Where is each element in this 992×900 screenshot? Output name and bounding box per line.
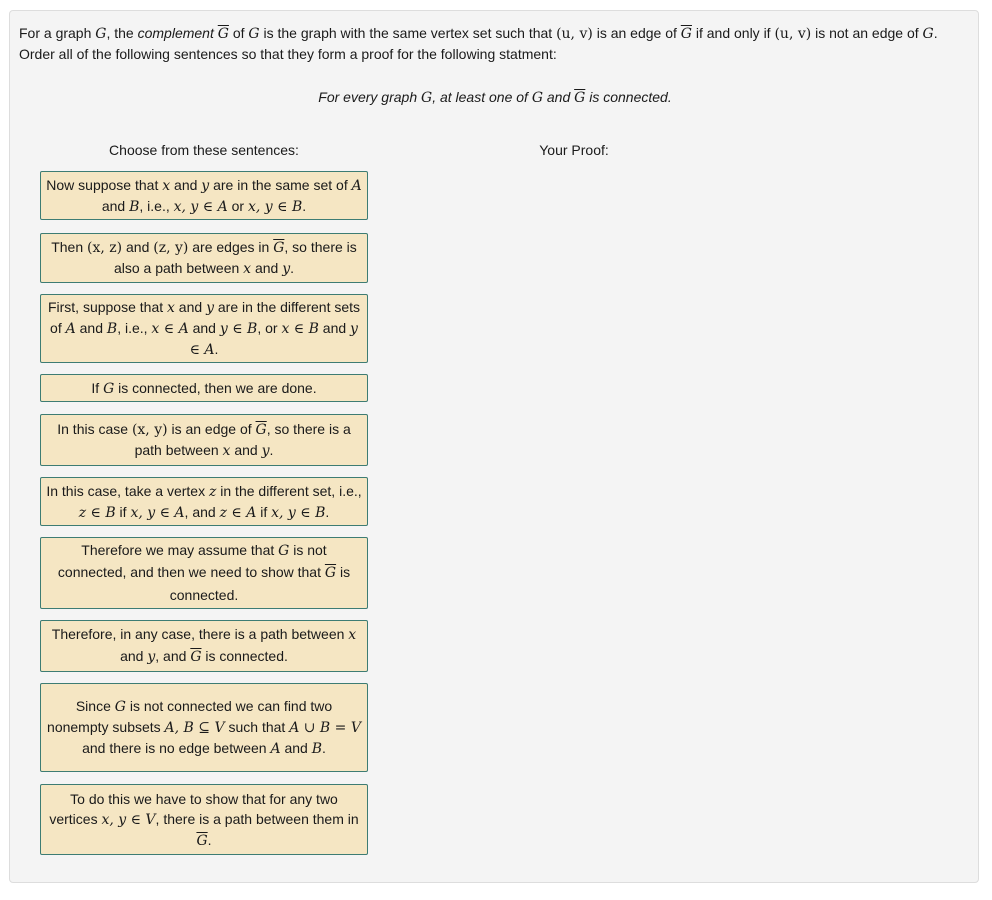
sentence-card-assume-not-connected[interactable] bbox=[40, 537, 368, 609]
math-a: A bbox=[270, 741, 281, 757]
math-z: z bbox=[208, 483, 217, 500]
card-text bbox=[46, 624, 362, 669]
card-frag: Since bbox=[75, 698, 115, 714]
math-y: y bbox=[206, 300, 214, 316]
card-frag: and bbox=[188, 320, 220, 336]
math-g: G bbox=[531, 90, 543, 106]
card-frag: , or bbox=[257, 320, 282, 336]
intro-text: is the graph with the same vertex set such that bbox=[259, 25, 557, 41]
math-g-bar: $\overline{G}$ bbox=[574, 90, 586, 106]
intro-text: , the bbox=[106, 25, 138, 41]
problem-intro bbox=[19, 23, 974, 64]
card-frag: and bbox=[122, 239, 154, 255]
sentence-card-g-connected-done[interactable] bbox=[40, 374, 368, 402]
math-y: y bbox=[201, 177, 210, 194]
card-frag: are edges in bbox=[188, 239, 274, 255]
problem-panel bbox=[9, 10, 979, 883]
math-y: y bbox=[261, 443, 270, 459]
math-expr: x, y ∈ B bbox=[247, 198, 303, 215]
card-frag: and bbox=[120, 648, 148, 664]
intro-text: For a graph bbox=[19, 25, 96, 41]
card-frag: , so there is a path between bbox=[134, 421, 351, 458]
card-frag: If bbox=[91, 379, 104, 396]
card-frag: Then bbox=[51, 239, 88, 255]
card-frag: such that bbox=[224, 719, 290, 735]
card-frag: is not connected we can find two nonempty subsets bbox=[47, 698, 333, 735]
card-text bbox=[46, 481, 362, 523]
card-frag: . bbox=[302, 197, 307, 214]
card-text bbox=[46, 540, 362, 607]
math-g: G bbox=[278, 542, 290, 559]
card-frag: are in the different sets of bbox=[50, 299, 361, 336]
card-text bbox=[46, 175, 362, 217]
math-expr: x, y ∈ A bbox=[173, 198, 228, 215]
card-frag: Now suppose that bbox=[46, 176, 163, 193]
card-frag: . bbox=[207, 831, 212, 848]
card-frag: . bbox=[290, 260, 295, 276]
card-frag: is not connected, and then we need to show that bbox=[57, 541, 327, 581]
math-g: G bbox=[103, 380, 115, 397]
math-expr: x ∈ A bbox=[151, 321, 189, 337]
math-expr: z ∈ B bbox=[78, 504, 116, 521]
sentence-card-same-set[interactable] bbox=[40, 171, 368, 220]
math-x: x bbox=[243, 261, 252, 277]
card-frag: , i.e., bbox=[117, 320, 152, 336]
complement-term: complement bbox=[137, 25, 214, 41]
math-b: B bbox=[311, 741, 323, 757]
statement-text: , at least one of bbox=[432, 89, 532, 105]
card-frag: In this case bbox=[57, 421, 132, 437]
card-frag: First, suppose that bbox=[47, 299, 168, 315]
math-g: G bbox=[248, 26, 260, 42]
card-frag: . bbox=[269, 442, 274, 458]
math-expr: (x, z) bbox=[87, 240, 123, 256]
statement-text: For every graph bbox=[318, 89, 421, 105]
math-g: G bbox=[114, 699, 126, 715]
math-g: G bbox=[421, 90, 433, 106]
sentence-card-different-sets[interactable] bbox=[40, 294, 368, 363]
card-frag: and bbox=[170, 176, 202, 193]
intro-text: is not an edge of bbox=[811, 25, 923, 41]
choose-column-heading: Choose from these sentences: bbox=[109, 142, 299, 158]
card-frag: is an edge of bbox=[167, 421, 256, 437]
math-expr: y ∈ B bbox=[219, 321, 258, 337]
math-uv: (u, v) bbox=[556, 26, 593, 42]
statement-text: and bbox=[543, 89, 575, 105]
card-text bbox=[91, 378, 316, 399]
math-expr: x, y ∈ A bbox=[130, 504, 185, 521]
math-b: B bbox=[129, 198, 140, 215]
card-frag: is connected, then we are done. bbox=[114, 379, 317, 396]
math-expr: A, B ⊆ V bbox=[164, 720, 225, 736]
card-frag: Therefore, in any case, there is a path between bbox=[51, 625, 349, 642]
math-x: x bbox=[167, 300, 175, 316]
card-frag: In this case, take a vertex bbox=[46, 482, 209, 499]
card-frag: and there is no edge between bbox=[82, 740, 271, 756]
math-x: x bbox=[162, 177, 171, 194]
math-a: A bbox=[65, 321, 76, 337]
intro-text: . bbox=[933, 25, 938, 41]
card-frag: are in the same set of bbox=[209, 176, 352, 193]
card-frag: . bbox=[322, 740, 326, 756]
math-g-bar: $\overline{G}$ bbox=[196, 832, 208, 849]
intro-text: of bbox=[228, 25, 249, 41]
math-uv: (u, v) bbox=[774, 26, 812, 42]
sentence-card-take-vertex-z[interactable] bbox=[40, 477, 368, 526]
math-b: B bbox=[106, 321, 118, 337]
math-expr: x ∈ B bbox=[281, 321, 319, 337]
card-frag: is connected. bbox=[169, 564, 351, 603]
card-frag: is connected. bbox=[201, 648, 288, 664]
card-text bbox=[46, 696, 362, 759]
card-frag: , so there is also a path between bbox=[113, 239, 357, 276]
card-frag: and bbox=[101, 197, 130, 214]
math-g-bar: $\overline{G}$ bbox=[273, 240, 285, 256]
card-frag: , and bbox=[155, 648, 191, 664]
theorem-statement bbox=[10, 89, 980, 106]
math-expr: (x, y) bbox=[131, 422, 168, 438]
card-frag: and bbox=[280, 740, 312, 756]
math-g-bar: $\overline{G}$ bbox=[190, 649, 202, 665]
card-frag: , and bbox=[184, 503, 220, 520]
math-expr: x, y ∈ V bbox=[101, 811, 156, 828]
intro-text: if and only if bbox=[691, 25, 775, 41]
card-frag: and bbox=[251, 260, 283, 276]
card-frag: in the different set, i.e., bbox=[216, 482, 362, 499]
sentence-card-edges-xz-zy[interactable] bbox=[40, 233, 368, 283]
math-g-bar: $\overline{G}$ bbox=[324, 565, 337, 582]
card-frag: . bbox=[214, 341, 219, 357]
math-expr: (z, y) bbox=[153, 240, 189, 256]
card-frag: or bbox=[227, 197, 248, 214]
card-frag: if bbox=[115, 503, 131, 520]
card-frag: , i.e., bbox=[139, 197, 174, 214]
card-frag: . bbox=[325, 503, 330, 520]
proof-drop-zone[interactable] bbox=[460, 171, 960, 861]
math-y: y bbox=[147, 649, 156, 665]
math-expr: z ∈ A bbox=[219, 504, 257, 521]
math-expr: y ∈ A bbox=[189, 321, 358, 358]
card-frag: , there is a path between them in bbox=[155, 810, 359, 827]
proof-column-heading: Your Proof: bbox=[539, 142, 609, 158]
math-expr: A ∪ B = V bbox=[289, 720, 361, 736]
math-g-bar: $\overline{G}$ bbox=[255, 422, 267, 438]
math-g: G bbox=[922, 26, 934, 42]
math-x: x bbox=[348, 626, 357, 643]
math-expr: x, y ∈ B bbox=[271, 504, 326, 521]
card-frag: and bbox=[174, 299, 207, 315]
card-text bbox=[46, 237, 362, 279]
sentence-card-xy-edge[interactable] bbox=[40, 414, 368, 466]
math-g-bar: $\overline{G}$ bbox=[680, 26, 692, 42]
math-g-bar: $\overline{G}$ bbox=[217, 26, 229, 42]
card-frag: if bbox=[256, 503, 272, 520]
card-frag: Therefore we may assume that bbox=[81, 541, 279, 558]
card-text bbox=[46, 297, 362, 360]
sentence-card-find-subsets[interactable] bbox=[40, 683, 368, 772]
sentence-card-show-path-exists[interactable] bbox=[40, 784, 368, 855]
math-x: x bbox=[222, 443, 231, 459]
math-a: A bbox=[351, 177, 362, 194]
card-frag: and bbox=[230, 442, 262, 458]
math-g: G bbox=[95, 26, 107, 42]
sentence-card-conclusion[interactable] bbox=[40, 620, 368, 672]
statement-text: is connected. bbox=[585, 89, 672, 105]
math-y: y bbox=[282, 261, 291, 277]
card-text bbox=[46, 789, 362, 851]
card-text bbox=[46, 419, 362, 461]
card-frag: and bbox=[75, 320, 107, 336]
instruction-text: Order all of the following sentences so that they form a proof for the following statment: bbox=[19, 46, 557, 62]
intro-text: is an edge of bbox=[592, 25, 681, 41]
card-frag: To do this we have to show that for any two vertices bbox=[49, 790, 338, 827]
card-frag: and bbox=[318, 320, 351, 336]
